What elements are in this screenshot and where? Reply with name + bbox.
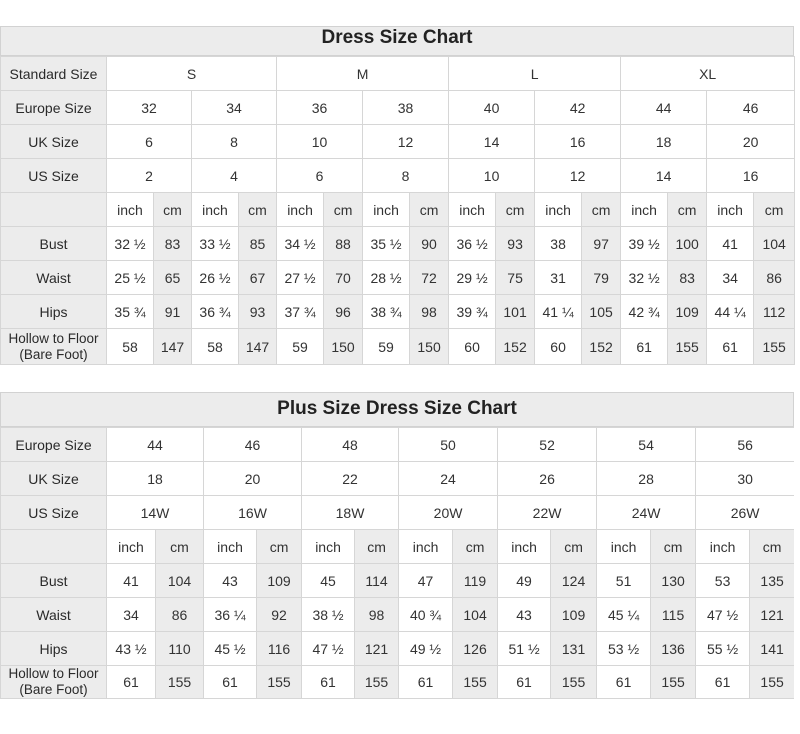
inch-cell: 36 ¾ — [192, 295, 239, 329]
inch-cell: 25 ½ — [107, 261, 154, 295]
size-cell: 16 — [535, 125, 621, 159]
inch-cell: 34 ½ — [277, 227, 324, 261]
inch-cell: 28 ½ — [363, 261, 410, 295]
cm-cell: 147 — [154, 329, 192, 365]
cm-cell: 101 — [496, 295, 535, 329]
cm-cell: 85 — [239, 227, 277, 261]
size-cell: 18 — [621, 125, 707, 159]
size-cell: 4 — [192, 159, 277, 193]
cm-cell: 109 — [668, 295, 707, 329]
row-label — [1, 530, 107, 564]
cm-cell: cm — [750, 530, 794, 564]
inch-cell: 49 — [498, 564, 551, 598]
table-row — [1, 428, 795, 462]
cm-cell: 104 — [453, 598, 498, 632]
cm-cell: 93 — [239, 295, 277, 329]
inch-cell: inch — [707, 193, 754, 227]
size-cell: 30 — [696, 462, 794, 496]
size-cell: 26 — [498, 462, 597, 496]
inch-cell: 36 ¼ — [204, 598, 257, 632]
cm-cell: 104 — [754, 227, 795, 261]
cm-cell: 97 — [582, 227, 621, 261]
inch-cell: 34 — [707, 261, 754, 295]
size-cell: 46 — [204, 428, 302, 462]
plus-size-table — [0, 427, 794, 699]
row-label: Hollow to Floor (Bare Foot) — [1, 666, 107, 699]
table-row — [1, 295, 795, 329]
inch-cell: 45 ½ — [204, 632, 257, 666]
inch-cell: inch — [498, 530, 551, 564]
size-cell: 22W — [498, 496, 597, 530]
row-label: UK Size — [1, 125, 107, 159]
inch-cell: 61 — [107, 666, 156, 699]
row-label: US Size — [1, 496, 107, 530]
cm-cell: 131 — [551, 632, 597, 666]
inch-cell: 43 — [204, 564, 257, 598]
inch-cell: 58 — [192, 329, 239, 365]
size-cell: 2 — [107, 159, 192, 193]
size-cell: 56 — [696, 428, 794, 462]
table-row — [1, 193, 795, 227]
cm-cell: 93 — [496, 227, 535, 261]
inch-cell: 37 ¾ — [277, 295, 324, 329]
inch-cell: 43 — [498, 598, 551, 632]
size-cell: 52 — [498, 428, 597, 462]
cm-cell: 105 — [582, 295, 621, 329]
size-cell: 6 — [107, 125, 192, 159]
table-row — [1, 632, 795, 666]
size-group-cell: XL — [621, 57, 795, 91]
cm-cell: 141 — [750, 632, 794, 666]
row-label: Europe Size — [1, 91, 107, 125]
inch-cell: 42 ¾ — [621, 295, 668, 329]
cm-cell: 121 — [355, 632, 399, 666]
cm-cell: 110 — [156, 632, 204, 666]
size-cell: 20 — [707, 125, 795, 159]
size-cell: 38 — [363, 91, 449, 125]
cm-cell: 88 — [324, 227, 363, 261]
cm-cell: 98 — [410, 295, 449, 329]
row-label: US Size — [1, 159, 107, 193]
cm-cell: 72 — [410, 261, 449, 295]
inch-cell: 61 — [204, 666, 257, 699]
cm-cell: 124 — [551, 564, 597, 598]
cm-cell: cm — [239, 193, 277, 227]
size-cell: 10 — [277, 125, 363, 159]
size-group-cell: M — [277, 57, 449, 91]
cm-cell: 86 — [754, 261, 795, 295]
inch-cell: inch — [192, 193, 239, 227]
size-cell: 16W — [204, 496, 302, 530]
cm-cell: 155 — [453, 666, 498, 699]
inch-cell: 32 ½ — [621, 261, 668, 295]
cm-cell: 121 — [750, 598, 794, 632]
cm-cell: 92 — [257, 598, 302, 632]
cm-cell: 130 — [651, 564, 696, 598]
inch-cell: 58 — [107, 329, 154, 365]
size-cell: 14 — [621, 159, 707, 193]
cm-cell: cm — [496, 193, 535, 227]
inch-cell: 40 ¾ — [399, 598, 453, 632]
inch-cell: 61 — [597, 666, 651, 699]
size-cell: 40 — [449, 91, 535, 125]
size-group-cell: S — [107, 57, 277, 91]
cm-cell: 96 — [324, 295, 363, 329]
inch-cell: 34 — [107, 598, 156, 632]
size-cell: 36 — [277, 91, 363, 125]
table-row — [1, 666, 795, 699]
cm-cell: cm — [551, 530, 597, 564]
table-row — [1, 329, 795, 365]
inch-cell: 38 — [535, 227, 582, 261]
size-cell: 44 — [621, 91, 707, 125]
inch-cell: 29 ½ — [449, 261, 496, 295]
inch-cell: 41 ¼ — [535, 295, 582, 329]
inch-cell: 60 — [535, 329, 582, 365]
cm-cell: 83 — [668, 261, 707, 295]
table-row — [1, 261, 795, 295]
cm-cell: 155 — [651, 666, 696, 699]
cm-cell: cm — [668, 193, 707, 227]
size-cell: 28 — [597, 462, 696, 496]
size-cell: 20W — [399, 496, 498, 530]
row-label — [1, 193, 107, 227]
inch-cell: 27 ½ — [277, 261, 324, 295]
inch-cell: 41 — [707, 227, 754, 261]
cm-cell: cm — [355, 530, 399, 564]
table-row — [1, 530, 795, 564]
cm-cell: 104 — [156, 564, 204, 598]
inch-cell: 43 ½ — [107, 632, 156, 666]
inch-cell: 45 — [302, 564, 355, 598]
inch-cell: 47 ½ — [696, 598, 750, 632]
inch-cell: inch — [107, 530, 156, 564]
size-cell: 20 — [204, 462, 302, 496]
row-label: Hips — [1, 295, 107, 329]
inch-cell: 38 ¾ — [363, 295, 410, 329]
inch-cell: 53 — [696, 564, 750, 598]
cm-cell: cm — [257, 530, 302, 564]
cm-cell: 109 — [551, 598, 597, 632]
chart-title: Plus Size Dress Size Chart — [0, 392, 794, 427]
cm-cell: 155 — [668, 329, 707, 365]
cm-cell: 115 — [651, 598, 696, 632]
cm-cell: cm — [324, 193, 363, 227]
cm-cell: 112 — [754, 295, 795, 329]
inch-cell: 32 ½ — [107, 227, 154, 261]
size-cell: 54 — [597, 428, 696, 462]
cm-cell: 119 — [453, 564, 498, 598]
size-cell: 44 — [107, 428, 204, 462]
table-row — [1, 598, 795, 632]
inch-cell: inch — [597, 530, 651, 564]
inch-cell: 55 ½ — [696, 632, 750, 666]
inch-cell: inch — [107, 193, 154, 227]
cm-cell: 86 — [156, 598, 204, 632]
inch-cell: inch — [696, 530, 750, 564]
size-cell: 18W — [302, 496, 399, 530]
size-cell: 24W — [597, 496, 696, 530]
cm-cell: 155 — [355, 666, 399, 699]
cm-cell: 152 — [582, 329, 621, 365]
inch-cell: 53 ½ — [597, 632, 651, 666]
cm-cell: 155 — [551, 666, 597, 699]
size-cell: 24 — [399, 462, 498, 496]
table-row — [1, 57, 795, 91]
inch-cell: 49 ½ — [399, 632, 453, 666]
size-group-cell: L — [449, 57, 621, 91]
size-cell: 46 — [707, 91, 795, 125]
cm-cell: 136 — [651, 632, 696, 666]
cm-cell: 155 — [754, 329, 795, 365]
inch-cell: 26 ½ — [192, 261, 239, 295]
row-label: Hollow to Floor (Bare Foot) — [1, 329, 107, 365]
inch-cell: 35 ½ — [363, 227, 410, 261]
plus-size-dress-size-chart — [0, 392, 794, 733]
table-row — [1, 496, 795, 530]
size-cell: 8 — [192, 125, 277, 159]
row-label: UK Size — [1, 462, 107, 496]
cm-cell: 75 — [496, 261, 535, 295]
inch-cell: 61 — [498, 666, 551, 699]
row-label: Standard Size — [1, 57, 107, 91]
chart-title: Dress Size Chart — [0, 26, 794, 56]
size-cell: 10 — [449, 159, 535, 193]
inch-cell: 36 ½ — [449, 227, 496, 261]
cm-cell: 147 — [239, 329, 277, 365]
row-label: Waist — [1, 261, 107, 295]
cm-cell: 65 — [154, 261, 192, 295]
size-cell: 8 — [363, 159, 449, 193]
row-label: Waist — [1, 598, 107, 632]
cm-cell: 98 — [355, 598, 399, 632]
cm-cell: 150 — [410, 329, 449, 365]
cm-cell: 152 — [496, 329, 535, 365]
inch-cell: inch — [399, 530, 453, 564]
size-cell: 6 — [277, 159, 363, 193]
cm-cell: 83 — [154, 227, 192, 261]
table-row — [1, 462, 795, 496]
size-cell: 42 — [535, 91, 621, 125]
cm-cell: 126 — [453, 632, 498, 666]
inch-cell: 33 ½ — [192, 227, 239, 261]
row-label: Hips — [1, 632, 107, 666]
cm-cell: cm — [651, 530, 696, 564]
inch-cell: inch — [204, 530, 257, 564]
inch-cell: 41 — [107, 564, 156, 598]
inch-cell: 38 ½ — [302, 598, 355, 632]
row-label: Europe Size — [1, 428, 107, 462]
cm-cell: cm — [754, 193, 795, 227]
inch-cell: inch — [277, 193, 324, 227]
inch-cell: 39 ½ — [621, 227, 668, 261]
cm-cell: 79 — [582, 261, 621, 295]
cm-cell: 155 — [257, 666, 302, 699]
dress-size-chart — [0, 26, 794, 365]
cm-cell: cm — [154, 193, 192, 227]
row-label: Bust — [1, 227, 107, 261]
cm-cell: 135 — [750, 564, 794, 598]
cm-cell: 67 — [239, 261, 277, 295]
size-cell: 22 — [302, 462, 399, 496]
cm-cell: cm — [156, 530, 204, 564]
size-cell: 34 — [192, 91, 277, 125]
inch-cell: 47 ½ — [302, 632, 355, 666]
inch-cell: 31 — [535, 261, 582, 295]
size-cell: 50 — [399, 428, 498, 462]
size-cell: 14 — [449, 125, 535, 159]
table-row — [1, 159, 795, 193]
cm-cell: 150 — [324, 329, 363, 365]
inch-cell: 60 — [449, 329, 496, 365]
table-row — [1, 227, 795, 261]
cm-cell: 155 — [156, 666, 204, 699]
inch-cell: 51 — [597, 564, 651, 598]
inch-cell: 44 ¼ — [707, 295, 754, 329]
cm-cell: 91 — [154, 295, 192, 329]
table-row — [1, 125, 795, 159]
table-row — [1, 91, 795, 125]
inch-cell: 61 — [399, 666, 453, 699]
cm-cell: 116 — [257, 632, 302, 666]
inch-cell: inch — [535, 193, 582, 227]
size-table — [0, 56, 795, 365]
cm-cell: 155 — [750, 666, 794, 699]
inch-cell: 59 — [363, 329, 410, 365]
inch-cell: inch — [621, 193, 668, 227]
inch-cell: 51 ½ — [498, 632, 551, 666]
cm-cell: 109 — [257, 564, 302, 598]
size-cell: 12 — [535, 159, 621, 193]
inch-cell: inch — [302, 530, 355, 564]
size-cell: 26W — [696, 496, 794, 530]
cm-cell: cm — [453, 530, 498, 564]
size-cell: 14W — [107, 496, 204, 530]
size-cell: 16 — [707, 159, 795, 193]
inch-cell: 61 — [707, 329, 754, 365]
size-cell: 32 — [107, 91, 192, 125]
inch-cell: 35 ¾ — [107, 295, 154, 329]
table-row — [1, 564, 795, 598]
inch-cell: inch — [363, 193, 410, 227]
size-cell: 48 — [302, 428, 399, 462]
inch-cell: 47 — [399, 564, 453, 598]
inch-cell: 39 ¾ — [449, 295, 496, 329]
cm-cell: 90 — [410, 227, 449, 261]
inch-cell: 61 — [696, 666, 750, 699]
cm-cell: cm — [410, 193, 449, 227]
inch-cell: 61 — [302, 666, 355, 699]
cm-cell: cm — [582, 193, 621, 227]
inch-cell: 61 — [621, 329, 668, 365]
size-cell: 18 — [107, 462, 204, 496]
inch-cell: 45 ¼ — [597, 598, 651, 632]
cm-cell: 70 — [324, 261, 363, 295]
row-label: Bust — [1, 564, 107, 598]
size-cell: 12 — [363, 125, 449, 159]
cm-cell: 100 — [668, 227, 707, 261]
cm-cell: 114 — [355, 564, 399, 598]
inch-cell: inch — [449, 193, 496, 227]
inch-cell: 59 — [277, 329, 324, 365]
